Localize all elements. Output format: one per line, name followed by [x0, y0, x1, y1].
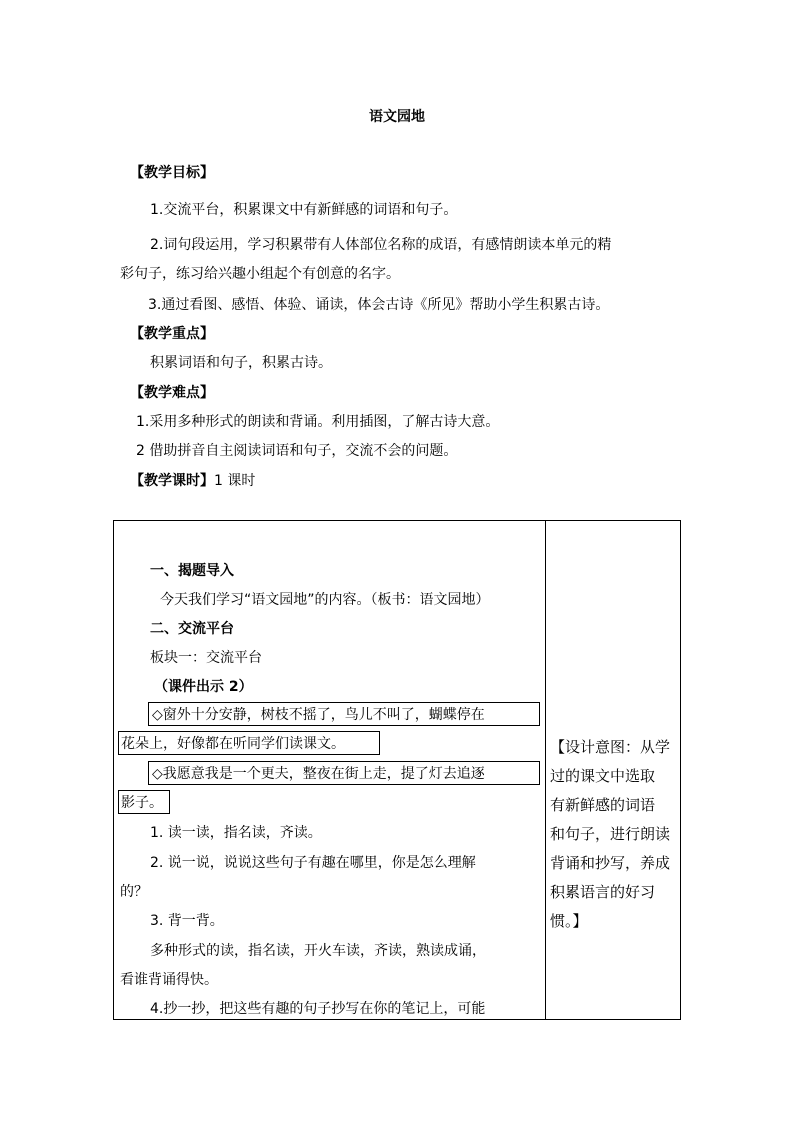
step-1: 1. 读一读，指名读，齐读。 — [150, 825, 322, 841]
sentence-2-line-1: ◇我愿意我是一个更夫，整夜在街上走，提了灯去追逐 — [152, 766, 485, 782]
key-points-text: 积累词语和句子，积累古诗。 — [150, 355, 332, 371]
step-4: 4.抄一抄，把这些有趣的句子抄写在你的笔记上，可能 — [150, 1001, 486, 1017]
design-note-line-1: 【设计意图：从学 — [550, 738, 671, 756]
lesson-table — [113, 520, 681, 1020]
objective-item-2-line-2: 彩句子，练习给兴趣小组起个有创意的名字。 — [120, 266, 400, 282]
design-note-line-7: 惯。】 — [550, 912, 588, 930]
design-note-line-5: 背诵和抄写，养成 — [550, 854, 671, 872]
class-hours-value: 1 课时 — [214, 473, 256, 489]
step-3-detail-line-1: 多种形式的读，指名读，开火车读，齐读，熟读成诵， — [150, 943, 486, 959]
page-title: 语文园地 — [369, 109, 425, 125]
objective-item-3: 3.通过看图、感悟、体验、诵读，体会古诗《所见》帮助小学生积累古诗。 — [148, 297, 610, 313]
difficulty-item-2: 2 借助拼音自主阅读词语和句子，交流不会的问题。 — [136, 443, 458, 459]
class-hours — [130, 472, 255, 490]
difficulties-heading: 【教学难点】 — [130, 385, 214, 401]
step-3: 3. 背一背。 — [150, 913, 224, 929]
courseware-label: （课件出示 2） — [154, 679, 253, 695]
sentence-1-line-1: ◇窗外十分安静，树枝不摇了，鸟儿不叫了，蝴蝶停在 — [152, 707, 485, 723]
block-label: 板块一：交流平台 — [150, 650, 262, 666]
design-note-line-6: 积累语言的好习 — [550, 883, 656, 901]
step-2-line-1: 2. 说一说，说说这些句子有趣在哪里，你是怎么理解 — [150, 855, 476, 871]
difficulty-item-1: 1.采用多种形式的朗读和背诵。利用插图，了解古诗大意。 — [136, 414, 500, 430]
section-2-heading: 二、交流平台 — [150, 621, 234, 637]
step-2-line-2: 的？ — [120, 884, 148, 900]
section-1-heading: 一、揭题导入 — [150, 563, 234, 579]
objective-item-2-line-1: 2.词句段运用，学习积累带有人体部位名称的成语，有感情朗读本单元的精 — [150, 237, 612, 253]
class-hours-heading: 【教学课时】 — [130, 473, 214, 489]
objective-item-1: 1.交流平台，积累课文中有新鲜感的词语和句子。 — [150, 202, 458, 218]
design-note-line-4: 和句子，进行朗读 — [550, 825, 671, 843]
objectives-heading: 【教学目标】 — [130, 165, 214, 181]
step-3-detail-line-2: 看谁背诵得快。 — [120, 972, 218, 988]
sentence-2-line-2: 影子。 — [121, 795, 163, 811]
design-note-line-3: 有新鲜感的词语 — [550, 796, 656, 814]
section-1-text: 今天我们学习“语文园地”的内容。（板书：语文园地） — [160, 592, 490, 608]
column-divider — [545, 521, 546, 1019]
sentence-1-line-2: 花朵上，好像都在听同学们读课文。 — [121, 736, 345, 752]
key-points-heading: 【教学重点】 — [130, 326, 214, 342]
design-note-line-2: 过的课文中选取 — [550, 767, 656, 785]
